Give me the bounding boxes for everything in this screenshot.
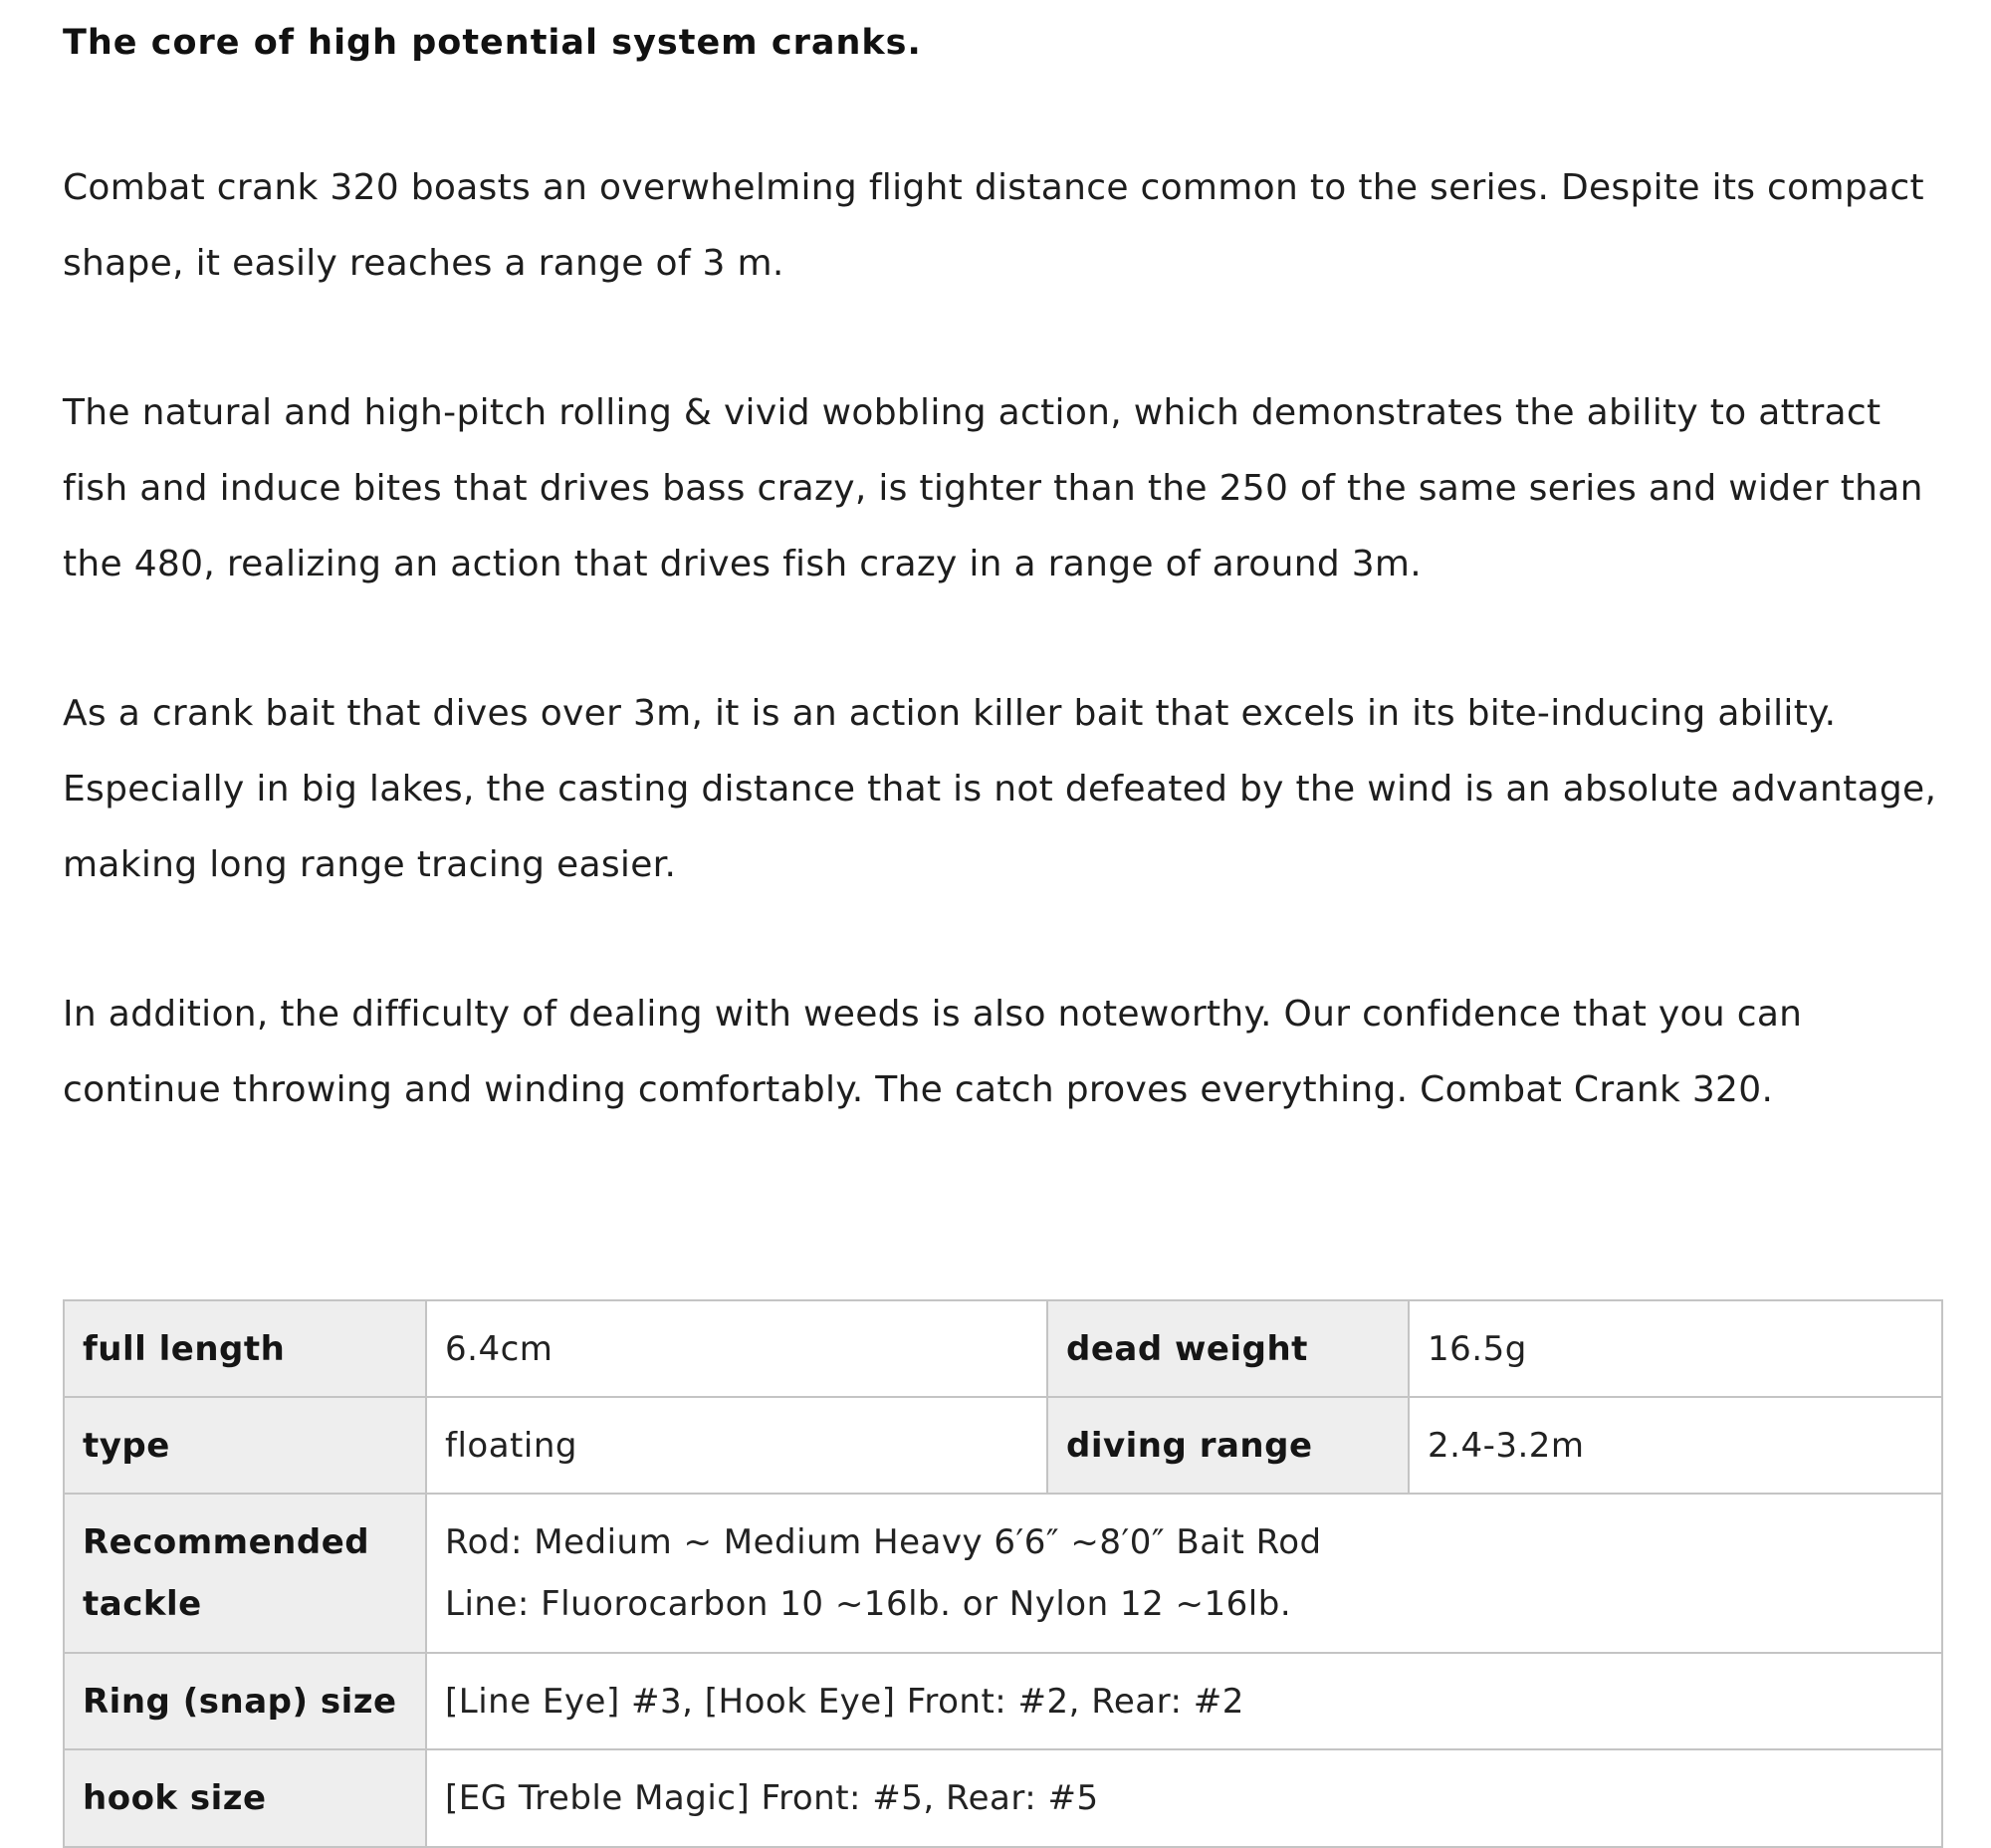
type-label: type: [64, 1397, 426, 1494]
tackle-label-line-2: tackle: [83, 1584, 202, 1624]
dead-weight-label: dead weight: [1047, 1300, 1409, 1397]
description-paragraph-2: The natural and high-pitch rolling & vivid wobbling action, which demonstrates the ability to attract fish and induce bites that drives bass crazy, is tighter than the 250 of the same series and wider than the 480, realizing an action that drives fish crazy in a range of around 3m.: [63, 392, 1923, 584]
description-paragraph-4: In addition, the difficulty of dealing with weeds is also noteworthy. Our confidence that you can continue throwing and winding comfortably. The catch proves everything. Combat Crank 320.: [63, 994, 1803, 1110]
diving-range-value: 2.4-3.2m: [1409, 1397, 1942, 1494]
tackle-line-text: Line: Fluorocarbon 10 ~16lb. or Nylon 12 ~16lb.: [445, 1584, 1292, 1624]
full-length-label: full length: [64, 1300, 426, 1397]
product-description: [63, 18, 1954, 1128]
hook-size-label: hook size: [64, 1749, 426, 1847]
description-paragraph-1: Combat crank 320 boasts an overwhelming flight distance common to the series. Despite its compact shape, it easily reaches a range of 3 m.: [63, 167, 1924, 284]
hook-size-value: [EG Treble Magic] Front: #5, Rear: #5: [426, 1749, 1942, 1847]
type-value: floating: [426, 1397, 1047, 1494]
table-row: [64, 1300, 1942, 1397]
table-row: [64, 1749, 1942, 1847]
recommended-tackle-value: [426, 1494, 1942, 1653]
recommended-tackle-label: [64, 1494, 426, 1653]
table-row: [64, 1653, 1942, 1749]
full-length-value: 6.4cm: [426, 1300, 1047, 1397]
page-heading: The core of high potential system cranks.: [63, 23, 922, 63]
dead-weight-value: 16.5g: [1409, 1300, 1942, 1397]
table-row: [64, 1397, 1942, 1494]
spec-table: [63, 1299, 1943, 1848]
ring-size-value: [Line Eye] #3, [Hook Eye] Front: #2, Rear: #2: [426, 1653, 1942, 1749]
tackle-rod-text: Rod: Medium ~ Medium Heavy 6′6″ ~8′0″ Bait Rod: [445, 1522, 1322, 1562]
description-paragraph-3: As a crank bait that dives over 3m, it is an action killer bait that excels in its bite-inducing ability. Especially in big lakes, the casting distance that is not defeated by the wind is an absolute advantage, making long range tracing easier.: [63, 693, 1937, 885]
diving-range-label: diving range: [1047, 1397, 1409, 1494]
tackle-label-line-1: Recommended: [83, 1522, 370, 1562]
ring-size-label: Ring (snap) size: [64, 1653, 426, 1749]
table-row: [64, 1494, 1942, 1653]
